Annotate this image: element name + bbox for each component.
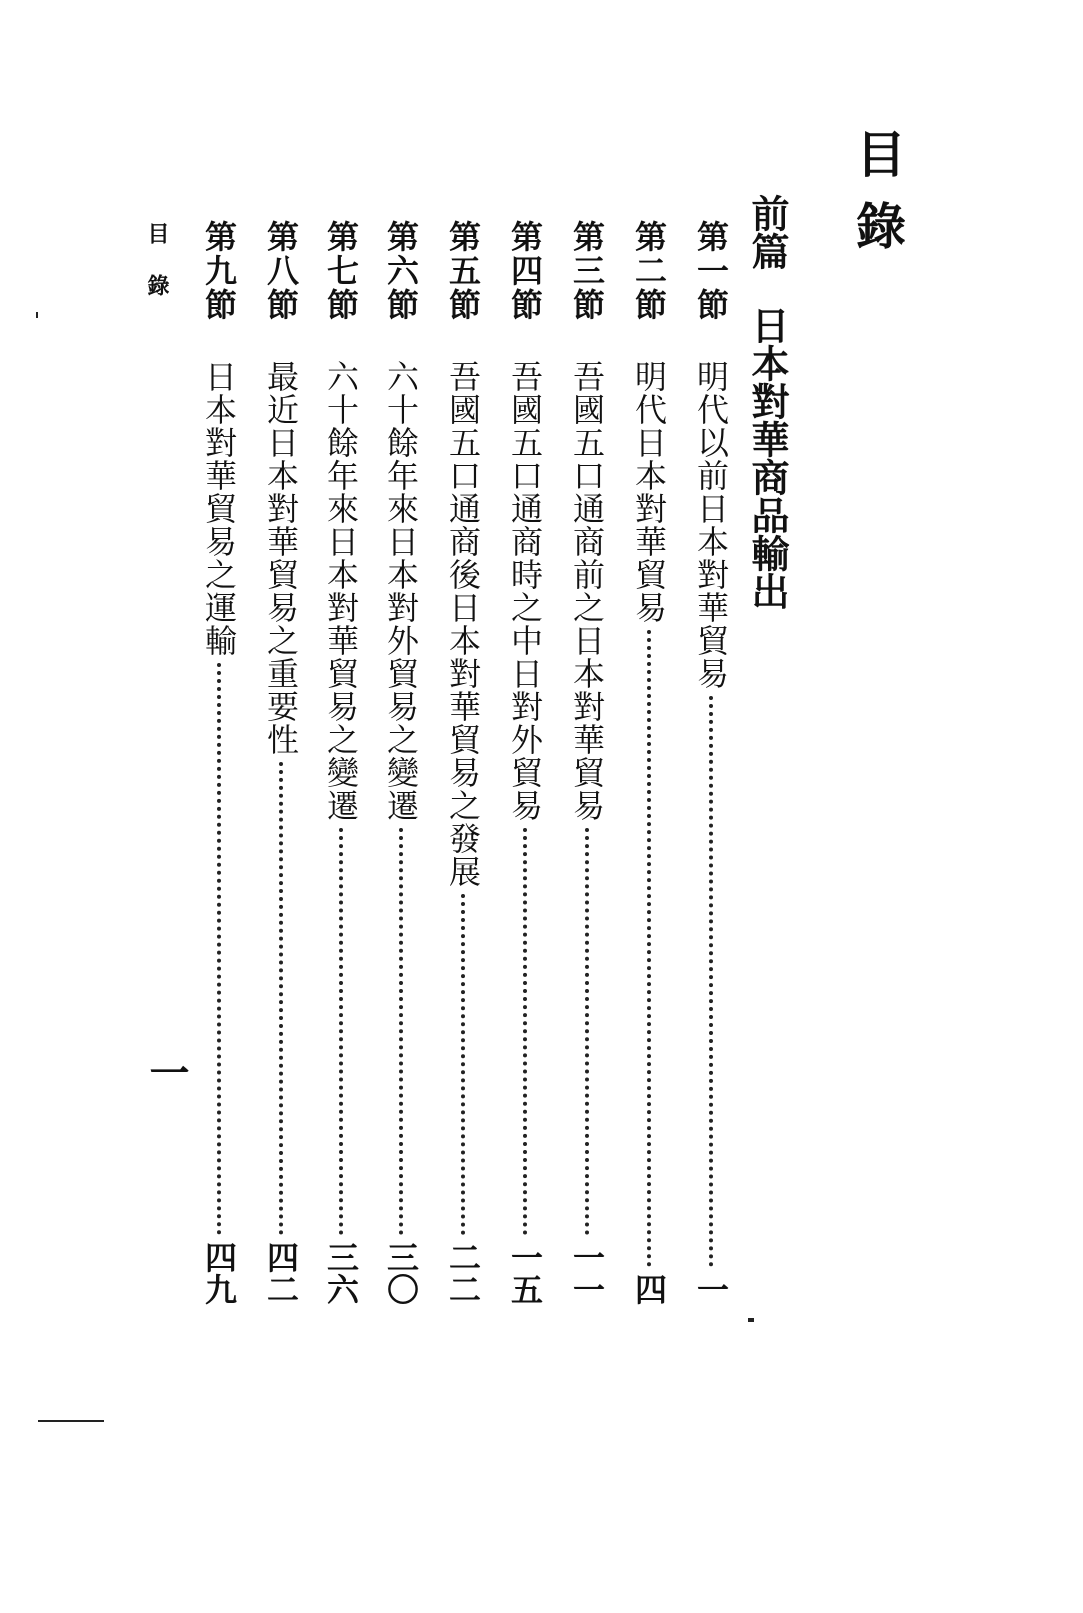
section-number: 第五節 (444, 220, 482, 322)
folio-page-number: 一 (143, 1052, 190, 1092)
dot-leader (647, 630, 651, 1267)
dot-leader (399, 828, 403, 1235)
toc-entry-5[interactable] (444, 220, 482, 1305)
dot-leader (523, 828, 527, 1235)
section-title: 明代日本對華貿易 (630, 360, 668, 624)
page-number: 二二 (444, 1241, 482, 1305)
page-number: 四二 (262, 1241, 300, 1305)
toc-entry-8[interactable] (262, 220, 300, 1305)
dot-leader (461, 894, 465, 1235)
section-number: 第一節 (692, 220, 730, 322)
section-number: 第二節 (630, 220, 668, 322)
dot-leader (279, 762, 283, 1235)
section-number: 第四節 (506, 220, 544, 322)
section-title: 明代以前日本對華貿易 (692, 360, 730, 690)
toc-entry-7[interactable] (322, 220, 360, 1305)
toc-entry-6[interactable] (382, 220, 420, 1305)
dot-leader (709, 696, 713, 1267)
part-heading (745, 194, 790, 610)
page-number: 一五 (506, 1241, 544, 1305)
section-number: 第九節 (200, 220, 238, 322)
section-number: 第八節 (262, 220, 300, 322)
section-title: 吾國五口通商前之日本對華貿易 (568, 360, 606, 822)
dot-leader (585, 828, 589, 1235)
scan-mark-line (38, 1420, 104, 1422)
section-number: 第三節 (568, 220, 606, 322)
section-number: 第七節 (322, 220, 360, 322)
scan-speck (748, 1318, 754, 1322)
toc-entry-9[interactable] (200, 220, 238, 1305)
running-head: 目錄 (144, 222, 170, 326)
page-number: 三〇 (382, 1241, 420, 1305)
part-label: 前篇 (745, 194, 790, 270)
page-number: 四九 (200, 1241, 238, 1305)
page-number: 四 (630, 1273, 668, 1305)
section-number: 第六節 (382, 220, 420, 322)
toc-entry-4[interactable] (506, 220, 544, 1305)
section-title: 最近日本對華貿易之重要性 (262, 360, 300, 756)
part-title: 日本對華商品輸出 (745, 306, 790, 610)
section-title: 六十餘年來日本對外貿易之變遷 (382, 360, 420, 822)
section-title: 日本對華貿易之運輸 (200, 360, 238, 657)
scan-speck (36, 312, 38, 318)
toc-entry-3[interactable] (568, 220, 606, 1305)
dot-leader (339, 828, 343, 1235)
page-number: 一一 (568, 1241, 606, 1305)
page-number: 三六 (322, 1241, 360, 1305)
toc-entry-2[interactable] (630, 220, 668, 1305)
section-title: 吾國五口通商後日本對華貿易之發展 (444, 360, 482, 888)
section-title: 吾國五口通商時之中日對外貿易 (506, 360, 544, 822)
toc-entry-1[interactable] (692, 220, 730, 1305)
section-title: 六十餘年來日本對華貿易之變遷 (322, 360, 360, 822)
page-number: 一 (692, 1273, 730, 1305)
dot-leader (217, 663, 221, 1235)
page-title: 目錄 (848, 128, 907, 272)
